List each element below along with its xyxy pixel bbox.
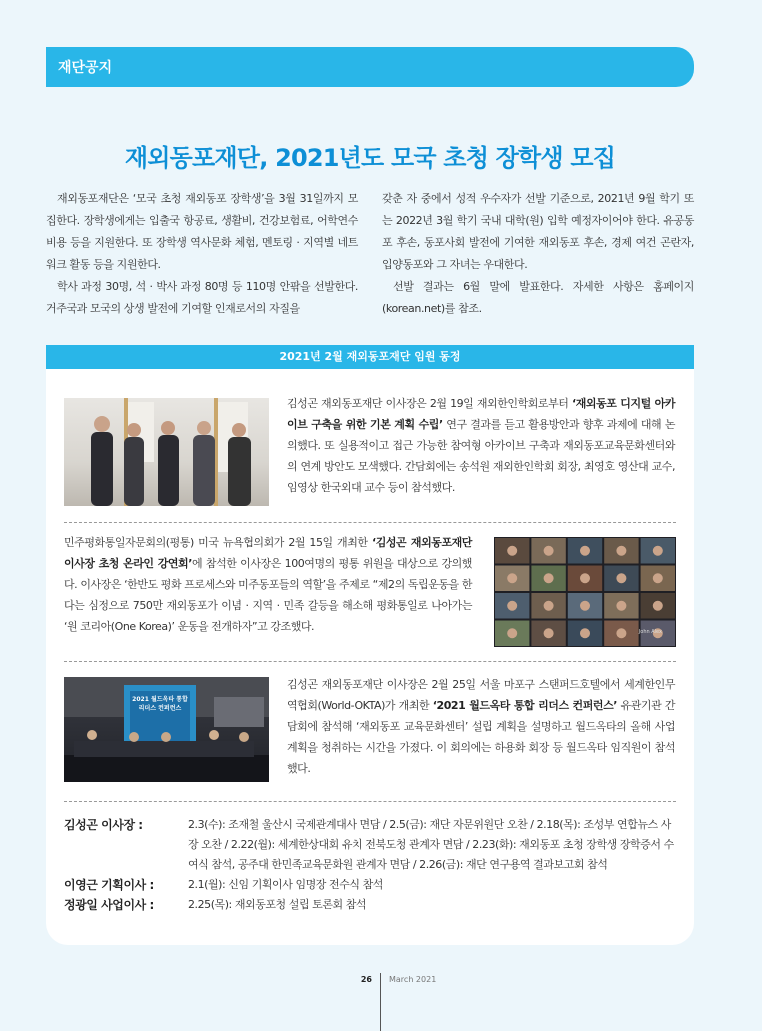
executive-schedule — [64, 815, 676, 915]
schedule-name: 김성곤 이사장 : — [64, 818, 143, 832]
participant-face — [507, 601, 517, 611]
section-tab — [46, 47, 694, 87]
participant-face — [616, 546, 626, 556]
news-item-okta: 김성곤 재외동포재단 이사장은 2월 25일 서울 마포구 스탠퍼드호텔에서 세계한인무역협회(World-OKTA)가 개최한 ‘2021 월드옥타 통합 리더스 컨퍼런스’ 유관기관 간담회에 참석해 ‘재외동포 교육문화센터’ 설립 계획을 설명하고 월드옥타의 올해 사업 계획을 청취하는 시간을 가졌다. 이 회의에는 하용화 회장 등 월드옥타 임직원이 참석했다. — [287, 678, 675, 775]
participant-face — [507, 546, 517, 556]
news-item-lecture: 민주평화통일자문회의(평통) 미국 뉴욕협의회가 2월 15일 개최한 ‘김성곤 재외동포재단 이사장 초청 온라인 강연회’에 참석한 이사장은 100여명의 평통 위원을 대상으로 강의했다. 이사장은 ‘한반도 평화 프로세스와 미주동포들의 역할’을 주제로 “제2의 독립운동을 한다는 심정으로 750만 재외동포가 이념 · 지역 · 민족 갈등을 해소해 평화통일로 나아가는 ‘원 코리아(One Korea)’ 운동을 전개하자”고 강조했다. — [64, 536, 472, 633]
divider — [64, 522, 676, 523]
participant-face — [580, 573, 590, 583]
schedule-row — [64, 875, 676, 895]
article-title: 재외동포재단, 2021년도 모국 초청 장학생 모집 — [124, 144, 616, 172]
section-label: 재단공지 — [58, 60, 113, 76]
participant-face — [507, 573, 517, 583]
divider — [64, 801, 676, 802]
participant-face — [544, 546, 554, 556]
participant-face — [580, 601, 590, 611]
participant-face — [616, 601, 626, 611]
participant-face — [616, 573, 626, 583]
news-box — [46, 345, 694, 945]
page-number: 26 — [360, 975, 372, 984]
participant-face — [544, 628, 554, 638]
schedule-row — [64, 895, 676, 915]
participant-face — [544, 573, 554, 583]
conference-photo — [64, 677, 269, 782]
article-column-right — [382, 188, 694, 320]
zoom-caption: John Alex — [638, 629, 662, 635]
conference-banner: 2021 월드옥타 통합 리더스 컨퍼런스 — [132, 696, 188, 712]
article-paragraph: 학사 과정 30명, 석 · 박사 과정 80명 등 110명 안팎을 선발한다. 거주국과 모국의 상생 발전에 기여할 인재로서의 자질을 — [46, 280, 358, 315]
participant-face — [616, 628, 626, 638]
participant-face — [580, 546, 590, 556]
zoom-meeting-photo — [494, 537, 676, 647]
news-item-archive: 김성곤 재외동포재단 이사장은 2월 19일 재외한인학회로부터 ‘재외동포 디지털 아카이브 구축을 위한 기본 계획 수립’ 연구 결과를 듣고 활용방안과 향후 과제에 대해 논의했다. 또 실용적이고 접근 가능한 참여형 아카이브 구축과 재외동포교육문화센터와의 연계 방안도 모색했다. 간담회에는 송석원 재외한인학회 회장, 최영호 영산대 교수, 임영상 한국외대 교수 등이 참석했다. — [287, 397, 675, 494]
article-paragraph: 재외동포재단은 ‘모국 초청 재외동포 장학생’을 3월 31일까지 모집한다. 장학생에게는 입출국 항공료, 생활비, 건강보험료, 어학연수 비용 등을 지원한다. 또 장학생 역사문화 체험, 멘토링 · 지역별 네트워크 활동 등을 지원한다. — [46, 192, 358, 271]
news-box-header: 2021년 2월 재외동포재단 임원 동정 — [46, 345, 694, 369]
schedule-name: 정광일 사업이사 : — [64, 898, 154, 912]
schedule-row — [64, 815, 676, 875]
participant-face — [507, 628, 517, 638]
participant-face — [653, 573, 663, 583]
schedule-name: 이영근 기획이사 : — [64, 878, 154, 892]
participant-face — [580, 628, 590, 638]
participant-face — [653, 601, 663, 611]
participant-face — [544, 601, 554, 611]
article-paragraph: 선발 결과는 6월 말에 발표한다. 자세한 사항은 홈페이지(korean.net)를 참조. — [382, 280, 694, 315]
schedule-body: 2.25(목): 재외동포청 설립 토론회 참석 — [188, 898, 367, 911]
participant-face — [653, 546, 663, 556]
schedule-body: 2.1(월): 신임 기획이사 임명장 전수식 참석 — [188, 878, 383, 891]
issue-date: March 2021 — [389, 975, 437, 984]
meeting-group-photo — [64, 398, 269, 506]
divider — [64, 661, 676, 662]
footer-divider — [380, 973, 381, 1031]
article-column-left — [46, 188, 358, 320]
article-paragraph: 갖춘 자 중에서 성적 우수자가 선발 기준으로, 2021년 9월 학기 또는 2022년 3월 학기 국내 대학(원) 입학 예정자이어야 한다. 유공동포 후손, 동포사회 발전에 기여한 재외동포 후손, 경제 여건 곤란자, 입양동포와 그 자녀는 우대한다. — [382, 192, 694, 271]
schedule-body: 2.3(수): 조재철 울산시 국제관계대사 면담 / 2.5(금): 재단 자문위원단 오찬 / 2.18(목): 조성부 연합뉴스 사장 오찬 / 2.22(월): 세계한상대회 유치 전북도청 관계자 면담 / 2.23(화): 재외동포 초청 장학생 장학증서 수여식 참석, 공주대 한민족교육문화원 관계자 면담 / 2.26(금): 재단 연구용역 결과보고회 참석 — [188, 818, 674, 871]
